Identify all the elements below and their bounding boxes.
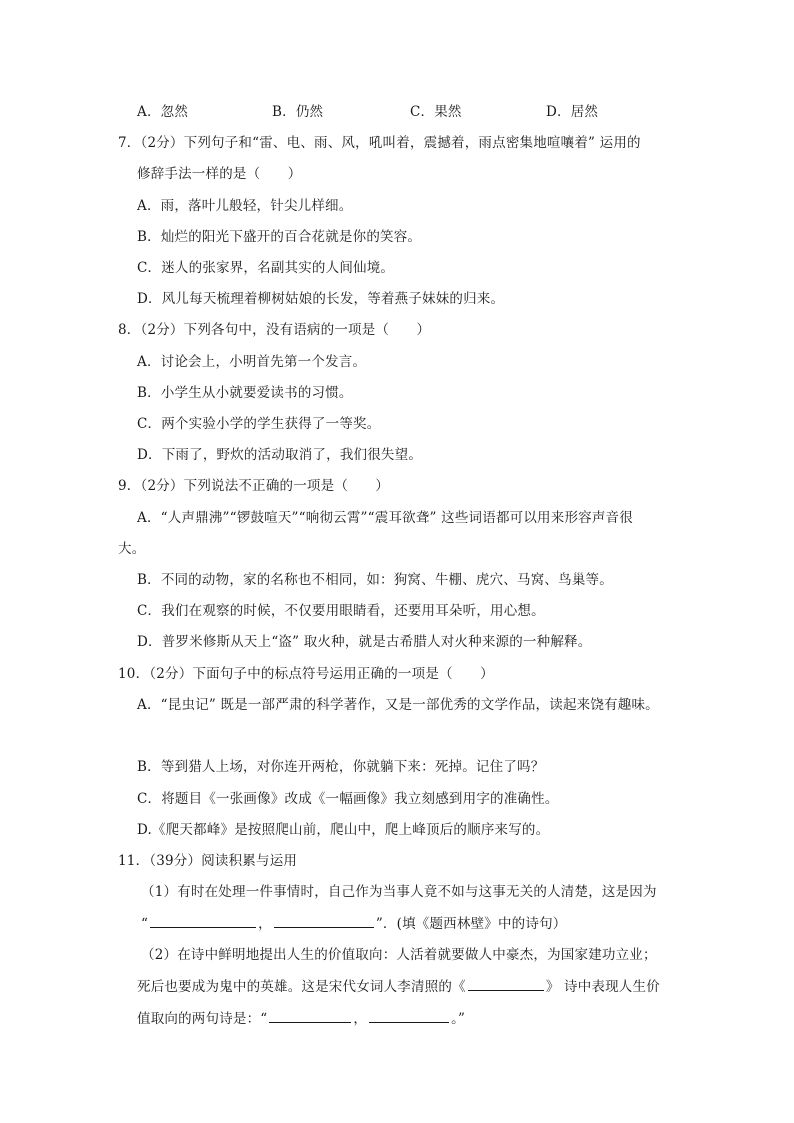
q9-stem: 9．（2分）下列说法不正确的一项是（ ） [118, 478, 390, 494]
q11-part2-line2-post: 》 诗中表现人生价 [545, 979, 660, 995]
q11-part2-title-blank[interactable] [468, 976, 544, 991]
q9-option-a-line1: A．“人声鼎沸”“锣鼓喧天”“响彻云霄”“震耳欲聋” 这些词语都可以用来形容声音很 [137, 510, 633, 526]
q11-part2-line2-pre: 死后也要成为鬼中的英雄。这是宋代女词人李清照的《 [137, 979, 466, 995]
q11-part1-blank-2[interactable] [274, 913, 374, 928]
q11-part1-open-quote: “ [141, 916, 149, 932]
q7-option-a: A．雨，落叶儿般轻，针尖儿样细。 [137, 198, 353, 214]
q8-option-d: D．下雨了，野炊的活动取消了，我们很失望。 [137, 447, 423, 463]
q7-option-d: D．风儿每天梳理着柳树姑娘的长发，等着燕子妹妹的归来。 [137, 291, 505, 307]
q10-option-d: D.《爬天都峰》是按照爬山前，爬山中，爬上峰顶后的顺序来写的。 [137, 822, 550, 838]
q8-stem: 8．（2分）下列各句中，没有语病的一项是（ ） [118, 322, 431, 338]
q8-option-c: C．两个实验小学的学生获得了一等奖。 [137, 416, 381, 432]
q11-part1-close: ”．(填《题西林壁》中的诗句） [375, 916, 567, 932]
q10-option-c: C．将题目《一张画像》改成《一幅画像》我立刻感到用字的准确性。 [137, 791, 559, 807]
q11-part2-blank-2[interactable] [369, 1008, 449, 1023]
q10-stem: 10．（2分）下面句子中的标点符号运用正确的一项是（ ） [118, 666, 494, 682]
q11-part1-line2 [141, 913, 566, 934]
q7-stem-line1: 7．（2分）下列句子和“雷、电、雨、风，吼叫着，震撼着，雨点密集地喧嚷着” 运用的 [118, 135, 641, 151]
q9-option-d: D．普罗米修斯从天上“盗” 取火种，就是古希腊人对火种来源的一种解释。 [137, 634, 592, 650]
q11-part2-line2 [137, 976, 660, 997]
q9-option-c: C．我们在观察的时候，不仅要用眼睛看，还要用耳朵听，用心想。 [137, 603, 545, 619]
q7-stem-line2: 修辞手法一样的是（ ） [137, 166, 302, 182]
q11-part1-comma: ， [258, 916, 272, 932]
q11-stem: 11．（39分）阅读积累与运用 [118, 853, 298, 869]
q11-part2-line3-close: 。” [451, 1011, 466, 1027]
q11-part2-blank-1[interactable] [269, 1008, 351, 1023]
q11-part2-line3 [137, 1008, 465, 1029]
q9-option-a-line2: 大。 [118, 541, 146, 557]
q11-part2-line3-pre: 值取向的两句诗是：“ [137, 1011, 268, 1027]
q9-option-b: B．不同的动物，家的名称也不相同，如：狗窝、牛棚、虎穴、马窝、鸟巢等。 [137, 572, 613, 588]
q6-option-a: A．忽然 [137, 104, 189, 120]
q7-option-b: B．灿烂的阳光下盛开的百合花就是你的笑容。 [137, 229, 422, 245]
q11-part2-line3-comma: ， [353, 1011, 368, 1027]
q7-option-c: C．迷人的张家界，名副其实的人间仙境。 [137, 260, 395, 276]
q8-option-a: A．讨论会上，小明首先第一个发言。 [137, 354, 367, 370]
q11-part1-line1: （1）有时在处理一件事情时，自己作为当事人竟不如与这事无关的人清楚，这是因为 [141, 884, 657, 900]
q8-option-b: B．小学生从小就要爱读书的习惯。 [137, 385, 353, 401]
q10-option-b: B．等到猎人上场，对你连开两枪，你就躺下来：死掉。记住了吗？ [137, 759, 545, 775]
q11-part2-line1: （2）在诗中鲜明地提出人生的价值取向：人活着就要做人中豪杰，为国家建功立业； [141, 947, 657, 963]
q6-option-c: C．果然 [410, 104, 462, 120]
q11-part1-blank-1[interactable] [150, 913, 256, 928]
q6-option-b: B．仍然 [272, 104, 324, 120]
q10-option-a: A．“昆虫记” 既是一部严肃的科学著作，又是一部优秀的文学作品，读起来饶有趣味。 [137, 697, 659, 713]
q6-option-d: D．居然 [546, 104, 599, 120]
